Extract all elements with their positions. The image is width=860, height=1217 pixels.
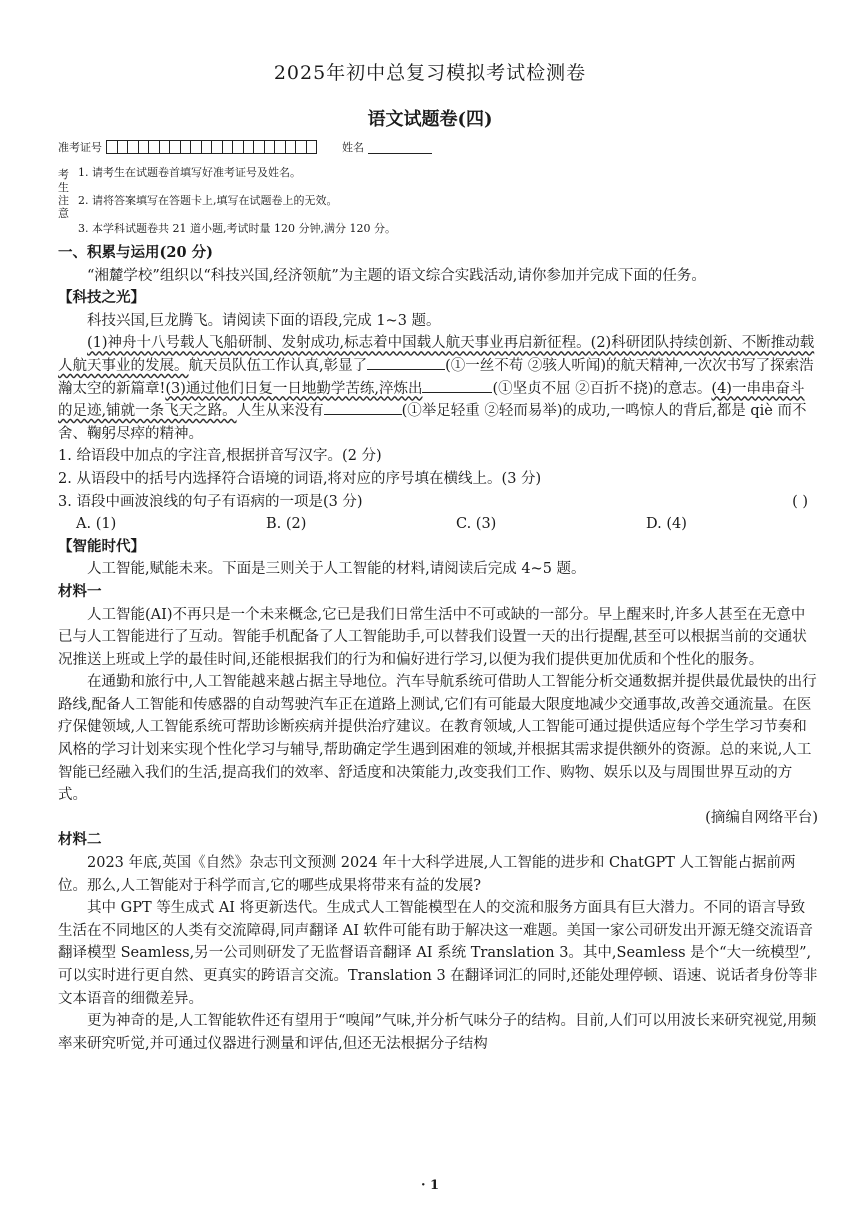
- word-options-3: (①举足轻重 ②轻而易举): [401, 403, 563, 420]
- material-1-paragraph: 在通勤和旅行中,人工智能越来越占据主导地位。汽车导航系统可借助人工智能分析交通数据并提供最优最快的出行路线,配备人工智能和传感器的自动驾驶汽车正在道路上测试,它们有可能最大限度地减少交通事故,改善交通流量。在医疗保健领域,人工智能系统可帮助诊断疾病并提供治疗建议。在教育领域,人工智能可通过提供适应每个学生学习节奏和风格的学习计划来实现个性化学习与辅导,帮助确定学生遇到困难的领域,并根据其需求提供额外的资源。总的来说,人工智能已经融入我们的生活,提高我们的效率、舒适度和决策能力,改变我们工作、购物、娱乐以及与周围世界互动的方式。: [58, 674, 817, 804]
- ticket-label: 准考证号: [58, 141, 102, 154]
- material-1-paragraph: 人工智能(AI)不再只是一个未来概念,它已是我们日常生活中不可或缺的一部分。早上醒来时,许多人甚至在无意中已与人工智能进行了互动。智能手机配备了人工智能助手,可以替我们设置一天的出行提醒,甚至可以根据当前的交通状况推送上班或上学的最佳时间,还能根据我们的行为和偏好进行学习,以便为我们提供更加优质和个性化的服务。: [58, 606, 807, 668]
- option-c[interactable]: C. (3): [456, 516, 497, 533]
- section-heading: 一、积累与运用(20 分): [58, 244, 213, 261]
- part-title-tech: 【科技之光】: [58, 289, 145, 307]
- sentence-5b: 的成功,一鸣惊人的背后,都是 qiè 而不舍、鞠躬尽瘁的精神。: [58, 403, 807, 442]
- answer-blank[interactable]: [324, 400, 402, 415]
- part-title-ai: 【智能时代】: [58, 537, 145, 555]
- question-3: 3. 语段中画波浪线的句子有语病的一项是(3 分): [58, 493, 363, 510]
- sentence-5: 人生从来没有: [236, 403, 324, 420]
- option-a[interactable]: A. (1): [76, 516, 117, 533]
- note-item: 2. 请将答案填写在答题卡上,填写在试题卷上的无效。: [78, 194, 338, 207]
- material-2-paragraph: 2023 年底,英国《自然》杂志刊文预测 2024 年十大科学进展,人工智能的进步和 ChatGPT 人工智能占据前两位。那么,人工智能对于科学而言,它的哪些成果将带来有益的发展?: [58, 855, 796, 894]
- sentence-1: (1)神舟十八号载人飞船研制、发射成功,标志着中国载人航天事业再启新征程。: [87, 335, 591, 352]
- sentence-2b: 航天员队伍工作认真,彰显了: [188, 357, 368, 374]
- question-3-row: [58, 491, 818, 514]
- note-item: 1. 请考生在试题卷首填写好准考证号及姓名。: [78, 166, 301, 179]
- sentence-3b: 的意志。: [653, 380, 712, 397]
- page-number: · 1: [420, 1178, 440, 1193]
- question-3-options: [58, 513, 818, 536]
- sentence-4: (4)一串串奋斗的足迹,铺就一条飞天之路。: [58, 380, 805, 420]
- word-options-2: (①坚贞不屈 ②百折不挠): [492, 380, 654, 397]
- answer-paren[interactable]: ( ): [792, 493, 808, 510]
- option-d[interactable]: D. (4): [646, 516, 687, 533]
- option-b[interactable]: B. (2): [266, 516, 307, 533]
- name-label: 姓名: [342, 141, 364, 154]
- sentence-2: (2)科研团队持续创新、不断推动载人航天事业的发展。: [58, 335, 815, 374]
- name-field[interactable]: [368, 141, 432, 154]
- material-1-title: 材料一: [58, 582, 102, 600]
- word-options-1: (①一丝不苟 ②骇人听闻): [445, 357, 607, 374]
- answer-blank[interactable]: [422, 378, 492, 393]
- answer-blank[interactable]: [367, 355, 445, 370]
- exam-main-title: 2025年初中总复习模拟考试检测卷: [273, 62, 587, 84]
- reading-passage: [58, 332, 818, 445]
- question-2: 2. 从语段中的括号内选择符合语境的词语,将对应的序号填在横线上。(3 分): [58, 470, 542, 487]
- section-intro: “湘麓学校”组织以“科技兴国,经济领航”为主题的语文综合实践活动,请你参加并完成下面的任务。: [87, 267, 706, 284]
- sentence-3: (3)通过他们日复一日地勤学苦练,淬炼出: [165, 380, 423, 397]
- notes-label: 考生注意: [58, 168, 69, 220]
- note-item: 3. 本学科试题卷共 21 道小题,考试时量 120 分钟,满分 120 分。: [78, 222, 396, 235]
- question-1: 1. 给语段中加点的字注音,根据拼音写汉字。(2 分): [58, 448, 382, 465]
- part-intro-tech: 科技兴国,巨龙腾飞。请阅读下面的语段,完成 1~3 题。: [87, 312, 441, 329]
- ticket-row: [58, 139, 432, 155]
- part-intro-ai: 人工智能,赋能未来。下面是三则关于人工智能的材料,请阅读后完成 4~5 题。: [87, 561, 586, 578]
- exam-body: [58, 242, 818, 1055]
- material-1-source: (摘编自网络平台): [705, 809, 818, 826]
- material-2-title: 材料二: [58, 831, 102, 849]
- exam-sub-title: 语文试题卷(四): [367, 109, 493, 130]
- material-2-paragraph: 更为神奇的是,人工智能软件还有望用于“嗅闻”气味,并分析气味分子的结构。目前,人们可以用波长来研究视觉,用频率来研究听觉,并可通过仪器进行测量和评估,但还无法根据分子结构: [58, 1013, 817, 1052]
- sentence-2c: 的航天精神,一次次书写了探索浩瀚太空的新篇章!: [58, 357, 814, 397]
- material-2-paragraph: 其中 GPT 等生成式 AI 将更新迭代。生成式人工智能模型在人的交流和服务方面具有巨大潜力。不同的语言导致生活在不同地区的人类有交流障碍,同声翻译 AI 软件可能有助于解决这一难题。美国一家公司研发出开源无缝交流语音翻译模型 Seamless,另一公司则研发了无监督语音翻译 AI 系统 Translation 3。其中,Seamless 是个“大一统模型”,可以实时进行更自然、更真实的跨语言交流。Translation 3 在翻译词汇的同时,还能处理停顿、语速、说话者身份等非文本语音的细微差异。: [58, 900, 818, 1007]
- ticket-number-boxes[interactable]: [106, 140, 316, 154]
